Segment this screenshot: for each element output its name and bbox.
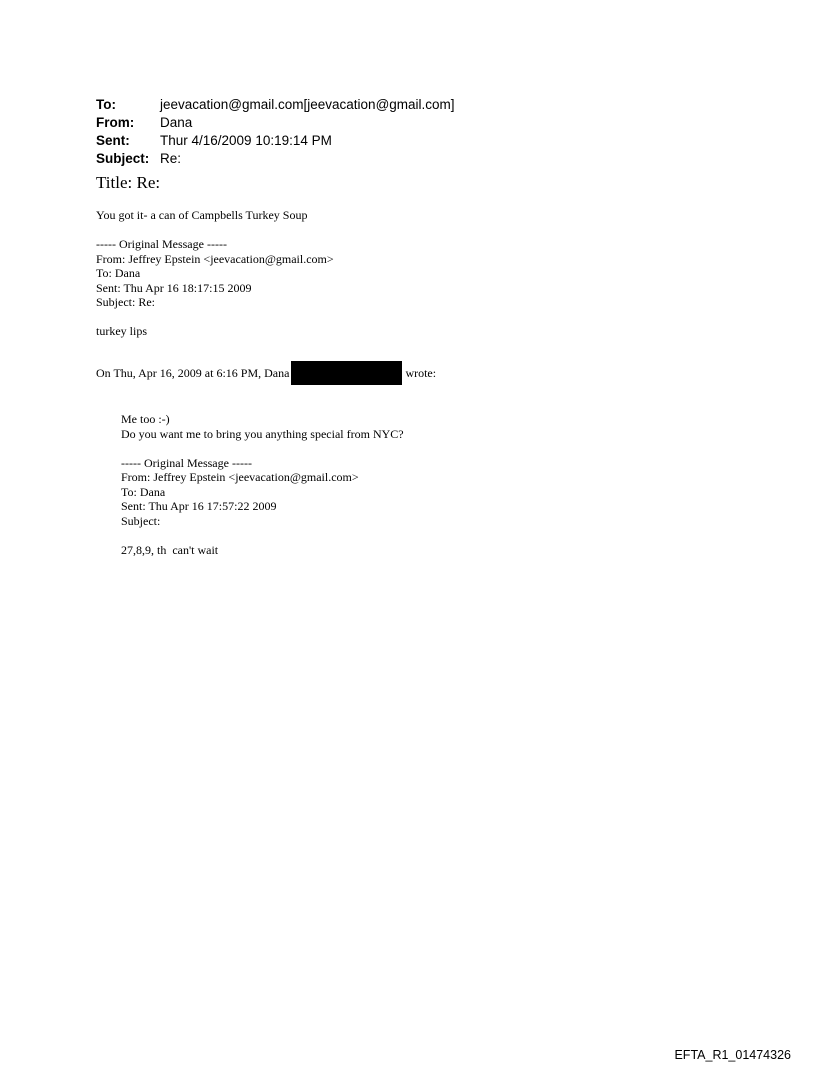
quoted-divider: ----- Original Message -----: [121, 455, 252, 470]
original-body: turkey lips: [96, 324, 147, 338]
quoted-to: To: Dana: [121, 484, 166, 499]
from-label: From:: [96, 115, 135, 130]
subject-label: Subject:: [96, 151, 150, 166]
wrote-suffix: wrote:: [405, 366, 437, 380]
original-to: To: Dana: [96, 266, 141, 280]
wrote-prefix: On Thu, Apr 16, 2009 at 6:16 PM, Dana: [96, 366, 290, 380]
message-title: Title: Re:: [96, 173, 161, 192]
redaction-block: [291, 361, 402, 385]
quoted-subject: Subject:: [121, 513, 161, 528]
quoted-sent: Sent: Thu Apr 16 17:57:22 2009: [121, 499, 277, 513]
header-subject-row: [96, 150, 455, 168]
original-subject: Subject: Re:: [96, 295, 155, 309]
email-header: [96, 96, 455, 168]
header-from-row: [96, 114, 455, 132]
quoted-from: From: Jeffrey Epstein <jeevacation@gmail.com>: [121, 470, 359, 484]
original-divider: ----- Original Message -----: [96, 237, 227, 251]
quoted-body: 27,8,9, th can't wait: [121, 542, 219, 557]
wrote-line: [96, 361, 436, 385]
sent-label: Sent:: [96, 133, 130, 148]
to-label: To:: [96, 97, 116, 112]
quoted-line-2: Do you want me to bring you anything special from NYC?: [121, 426, 404, 441]
from-value: Dana: [160, 115, 193, 130]
original-sent: Sent: Thu Apr 16 18:17:15 2009: [96, 280, 252, 295]
sent-value: Thur 4/16/2009 10:19:14 PM: [160, 133, 332, 148]
header-to-row: [96, 96, 455, 114]
original-from: From: Jeffrey Epstein <jeevacation@gmail.com>: [96, 251, 334, 266]
reply-body: [96, 208, 334, 339]
quoted-message: [121, 412, 404, 557]
quoted-line-1: Me too :-): [121, 412, 170, 426]
reply-text: You got it- a can of Campbells Turkey Soup: [96, 208, 308, 222]
header-sent-row: [96, 132, 455, 150]
to-value: jeevacation@gmail.com[jeevacation@gmail.com]: [160, 97, 455, 112]
document-id: EFTA_R1_01474326: [674, 1048, 791, 1062]
subject-value: Re:: [160, 151, 182, 166]
